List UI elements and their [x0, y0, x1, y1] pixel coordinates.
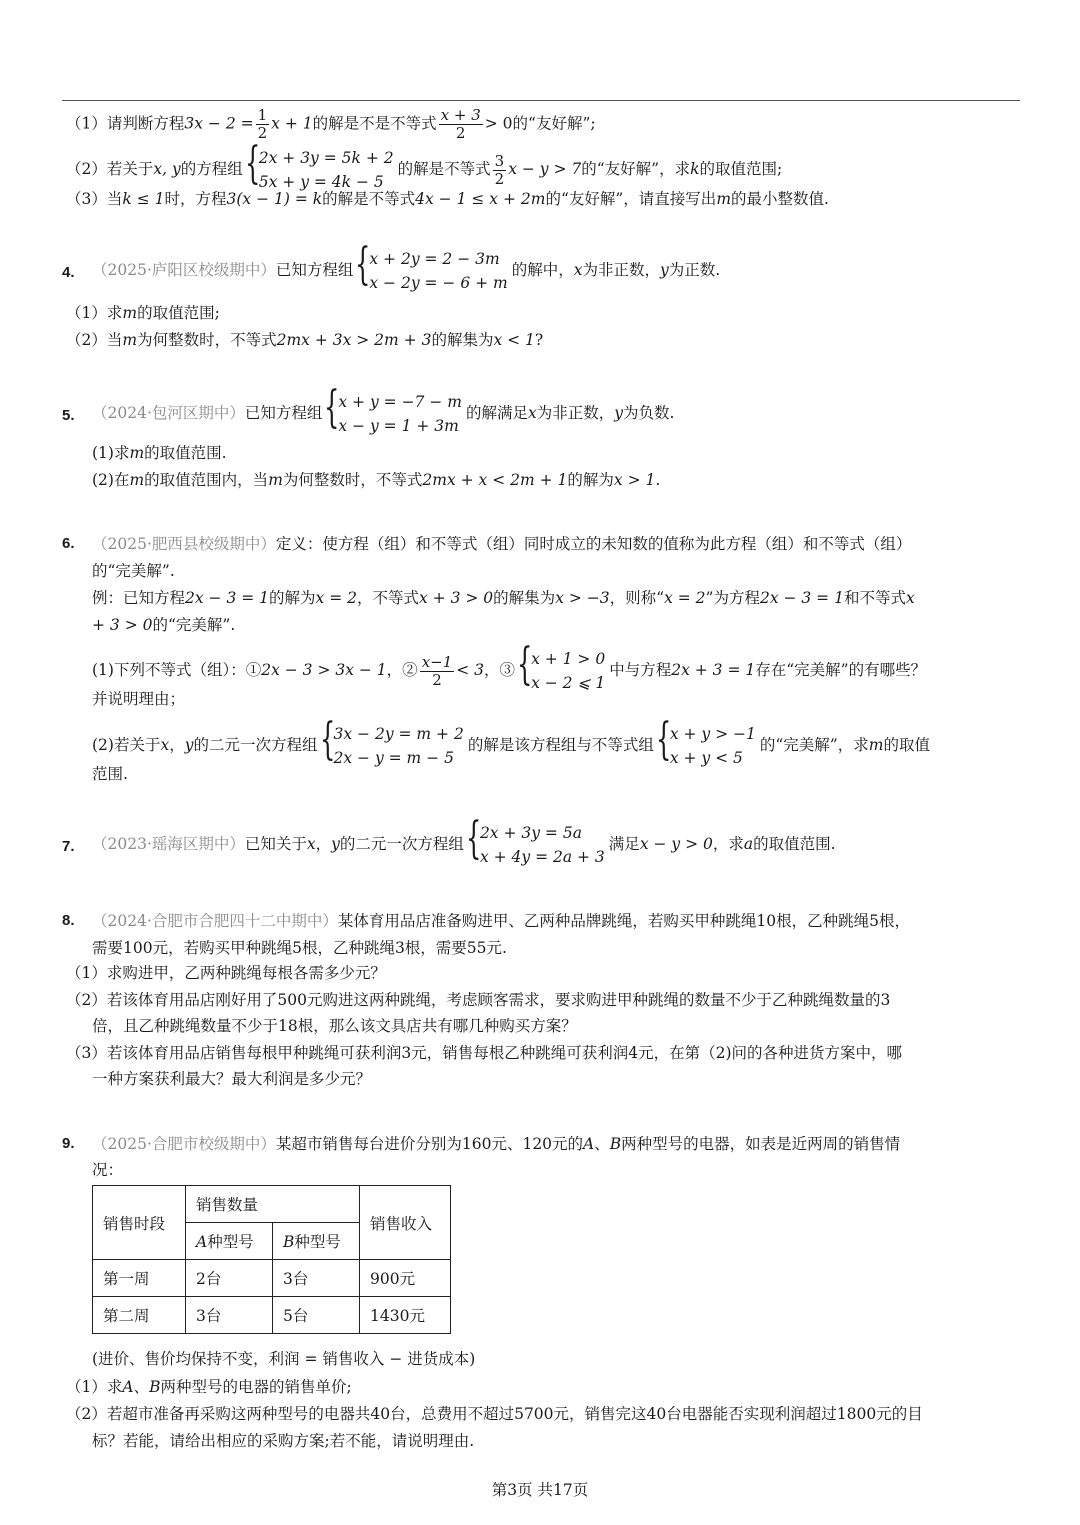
q8-part3-line2: 一种方案获利最大？最大利润是多少元？ — [92, 1070, 372, 1088]
q5-part1: (1)求m的取值范围. — [92, 444, 227, 462]
page-footer: 第3页 共17页 — [491, 1481, 589, 1499]
q3-part2: （2）若关于x, y的方程组 { 2x + 3y = 5k + 2 5x + y = 4k − 5 的解是不等式 $\frac{3}{2}$ x − y > 7的“友好解”，求k的取值范围; — [66, 146, 782, 194]
q9-part2-line1: （2）若超市准备再采购这两种型号的电器共40台，总费用不超过5700元，销售完这40台电器能否实现利润超过1800元的目 — [66, 1405, 923, 1423]
table-row: 第一周 2台 3台 900元 — [93, 1260, 451, 1297]
q6-part2: (2)若关于x，y的二元一次方程组 { 3x − 2y = m + 2 2x − y = m − 5 的解是该方程组与不等式组 { x + y > −1 x + y < 5 的“完美解”，求m的取值 — [92, 714, 930, 767]
q5-number: 5. — [62, 407, 75, 424]
q3-part1: （1）请判断方程3x − 2 = $\frac{1}{2}$ x + 1的解是不是不等式 $\frac{x + 3}{2}$ > 0的“友好解”; — [66, 106, 596, 142]
q7-number: 7. — [62, 838, 75, 855]
table-row: 第二周 3台 5台 1430元 — [93, 1297, 451, 1334]
q6-part1: (1)下列不等式（组）：①2x − 3 > 3x − 1，② $\frac{x-1}{2}$ < 3，③ { x + 1 > 0 x − 2 ⩽ 1 中与方程2x + 3 = 1存在“完美解”的有哪些？ — [92, 639, 927, 692]
q5-part2: (2)在m的取值范围内，当m为何整数时，不等式2mx + x < 2m + 1的解为x > 1. — [92, 471, 661, 489]
q6-part2-line2: 范围. — [92, 765, 128, 783]
q8-stem-line2: 需要100元，若购买甲种跳绳5根，乙种跳绳3根，需要55元. — [92, 939, 507, 957]
q4-part1: （1）求m的取值范围; — [66, 304, 220, 322]
q7-stem: （2023·瑶海区期中）已知关于x，y的二元一次方程组 { 2x + 3y = 5a x + 4y = 2a + 3 满足x − y > 0，求a的取值范围. — [92, 813, 836, 866]
table-header-period: 销售时段 — [93, 1186, 186, 1260]
q3-part3: （3）当k ≤ 1时，方程3(x − 1) = k的解是不等式4x − 1 ≤ x + 2m的“友好解”，请直接写出m的最小整数值. — [66, 190, 829, 208]
table-header-income: 销售收入 — [360, 1186, 451, 1260]
q8-stem-line1: （2024·合肥市合肥四十二中期中）某体育用品店准备购进甲、乙两种品牌跳绳，若购买甲种跳绳10根，乙种跳绳5根， — [92, 912, 910, 930]
table-header-quantity: 销售数量 — [186, 1186, 360, 1223]
q6-definition-line2: 的“完美解”. — [92, 562, 175, 580]
header-rule — [62, 100, 1020, 101]
q9-part2-line2: 标？若能，请给出相应的采购方案;若不能，请说明理由. — [92, 1432, 475, 1450]
q4-number: 4. — [62, 264, 75, 281]
q9-part1: （1）求A、B两种型号的电器的销售单价; — [66, 1378, 352, 1396]
table-header-type-a: A种型号 — [186, 1223, 273, 1260]
q3-equation-system: { 2x + 3y = 5k + 2 5x + y = 4k − 5 — [244, 138, 394, 191]
q8-part2-line1: （2）若该体育用品店刚好用了500元购进这两种跳绳，考虑顾客需求，要求购进甲种跳绳的数量不少于乙种跳绳数量的3 — [66, 991, 891, 1009]
q5-stem: （2024·包河区期中）已知方程组 { x + y = −7 − m x − y = 1 + 3m 的解满足x为非正数，y为负数. — [92, 382, 675, 435]
q9-note: (进价、售价均保持不变，利润 = 销售收入 − 进货成本) — [92, 1350, 476, 1368]
q6-example-line1: 例：已知方程2x − 3 = 1的解为x = 2，不等式x + 3 > 0的解集为x > −3，则称“x = 2”为方程2x − 3 = 1和不等式x — [92, 589, 915, 607]
q9-number: 9. — [62, 1135, 75, 1152]
q4-stem: （2025·庐阳区校级期中）已知方程组 { x + 2y = 2 − 3m x − 2y = − 6 + m 的解中，x为非正数，y为正数. — [92, 239, 721, 292]
q8-part1: （1）求购进甲，乙两种跳绳每根各需多少元？ — [66, 964, 386, 982]
q6-number: 6. — [62, 535, 75, 552]
q6-definition-line1: （2025·肥西县校级期中）定义：使方程（组）和不等式（组）同时成立的未知数的值称为此方程（组）和不等式（组） — [92, 535, 912, 553]
q9-stem-line2: 况： — [92, 1161, 124, 1179]
q8-number: 8. — [62, 912, 75, 929]
q9-stem-line1: （2025·合肥市校级期中）某超市销售每台进价分别为160元、120元的A、B两种型号的电器，如表是近两周的销售情 — [92, 1135, 901, 1153]
table-header-type-b: B种型号 — [273, 1223, 360, 1260]
q4-part2: （2）当m为何整数时，不等式2mx + 3x > 2m + 3的解集为x < 1? — [66, 331, 544, 349]
q8-part3-line1: （3）若该体育用品店销售每根甲种跳绳可获利润3元，销售每根乙种跳绳可获利润4元，在第（2)问的各种进货方案中，哪 — [66, 1044, 902, 1062]
q8-part2-line2: 倍，且乙种跳绳数量不少于18根，那么该文具店共有哪几种购买方案？ — [92, 1017, 577, 1035]
q6-part1-line2: 并说明理由； — [92, 690, 186, 708]
q6-example-line2: + 3 > 0的“完美解”. — [92, 616, 236, 634]
sales-table — [92, 1185, 451, 1334]
